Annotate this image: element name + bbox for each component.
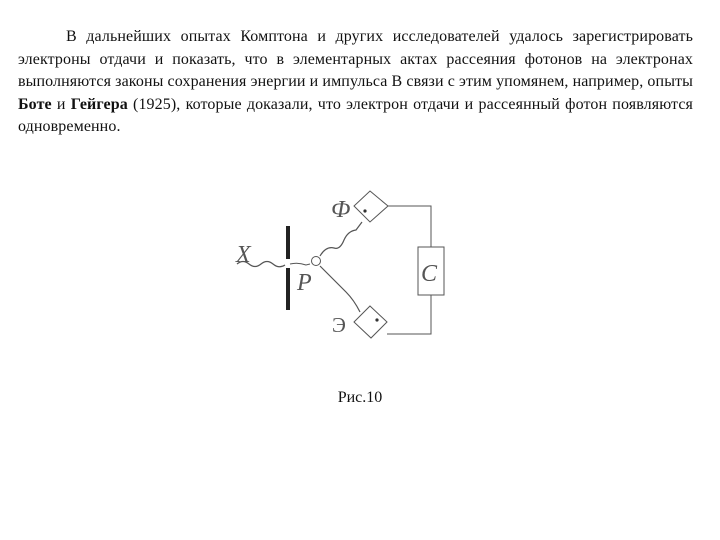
label-p: P [297, 270, 312, 296]
photon-detector [354, 191, 388, 222]
wire-bottom [387, 295, 431, 334]
wire-top [388, 206, 431, 247]
scatterer-circle [312, 257, 321, 266]
name-geiger: Гейгера [70, 95, 128, 113]
recoil-electron-path [320, 266, 360, 312]
label-electron-detector: Э [332, 313, 346, 337]
label-photon-detector: Ф [331, 197, 351, 223]
beam-to-scatterer [290, 263, 310, 265]
scattered-photon-wave [320, 222, 362, 256]
name-bothe: Боте [18, 95, 52, 113]
photon-detector-dot [363, 209, 366, 212]
paragraph-text-3: (1925), которые доказали, что электрон отдачи и рассеянный фотон появляются одновременно. [18, 95, 693, 135]
figure-caption: Рис.10 [337, 389, 383, 406]
paragraph-text-1: В дальнейших опытах Комптона и других исследователей удалось зарегистрировать электроны отдачи и показать, что в элементарных актах рассеяния фотонов на электронах выполняются законы сохранения энергии и импульса В связи с этим упомянем, например, опыты [18, 28, 693, 90]
label-x: X [236, 242, 251, 268]
electron-detector-dot [375, 318, 378, 321]
label-c: C [421, 261, 438, 287]
paragraph-text-2: и [51, 95, 71, 113]
